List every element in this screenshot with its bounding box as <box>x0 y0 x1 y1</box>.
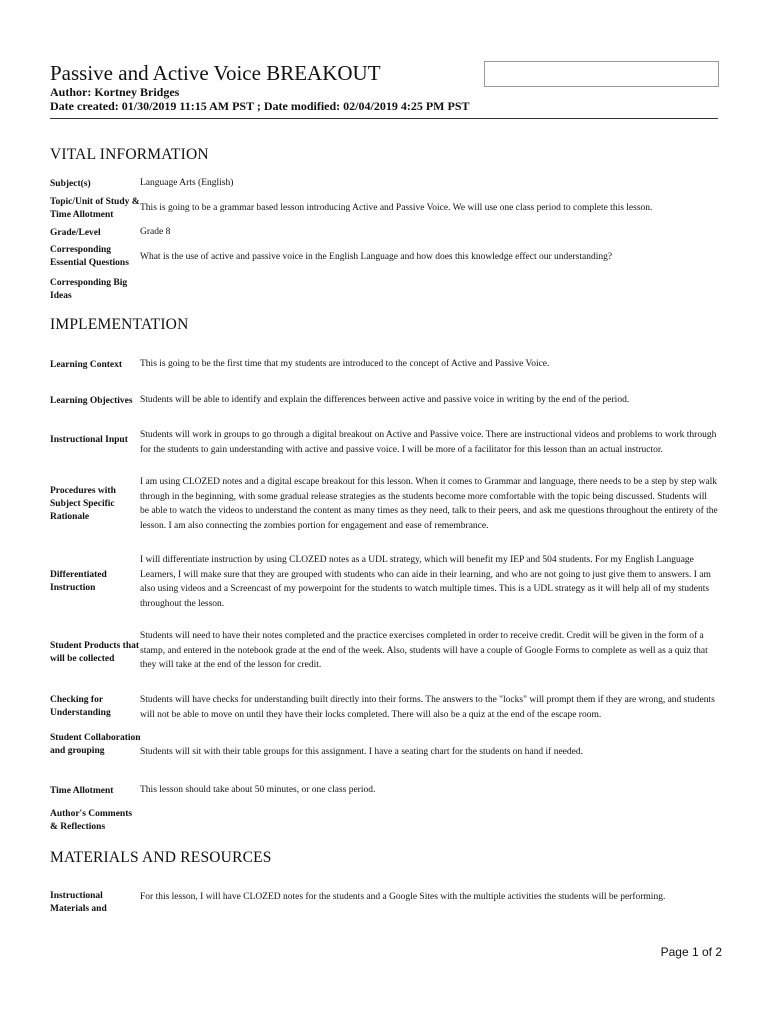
label-differentiated-instruction: Differentiated Instruction <box>50 570 107 593</box>
label-grade: Grade/Level <box>50 228 101 238</box>
header-empty-box <box>484 61 719 87</box>
label-checking-understanding: Checking for Understanding <box>50 695 111 718</box>
label-instructional-input: Instructional Input <box>50 435 128 445</box>
text-learning-context: This is going to be the first time that my students are introduced to the concept of Active and Passive Voice. <box>140 359 550 369</box>
text-student-collaboration: Students will sit with their table groups for this assignment. I have a seating chart for the students on hand if needed. <box>140 747 583 757</box>
text-differentiated-instruction: I will differentiate instruction by using CLOZED notes as a UDL strategy, which will benefit my IEP and 504 students. For my English Language Learners, I will make sure that they are grouped with students who can aide in their learning, and who are not going to just give them to answers. I am also using videos and a Screencast of my powerpoint for the students to watch multiple times. This is a UDL strategy as it will help all of my students throughout the lesson. <box>140 555 711 609</box>
author-line: Author: Kortney Bridges <box>50 85 180 99</box>
label-topic: Topic/Unit of Study & Time Allotment <box>50 197 140 220</box>
label-learning-objectives: Learning Objectives <box>50 396 133 406</box>
text-instructional-materials: For this lesson, I will have CLOZED notes for the students and a Google Sites with the multiple activities the students will be performing. <box>140 892 666 902</box>
page-number: Page 1 of 2 <box>660 945 722 959</box>
text-student-products: Students will need to have their notes completed and the practice exercises completed in order to receive credit. Credit will be given in the form of a stamp, and entered in the notebook grade at the end of the week. Also, students will have a couple of Google Forms to complete as well as a quiz that they will take at the end of the lesson for credit. <box>140 631 708 670</box>
section-title-implementation: IMPLEMENTATION <box>50 316 189 333</box>
label-student-collaboration: Student Collaboration and grouping <box>50 733 141 756</box>
section-title-vital: VITAL INFORMATION <box>50 146 209 163</box>
label-student-products: Student Products that will be collected <box>50 641 140 664</box>
dates-line: Date created: 01/30/2019 11:15 AM PST ; Date modified: 02/04/2019 4:25 PM PST <box>50 99 470 113</box>
text-topic: This is going to be a grammar based lesson introducing Active and Passive Voice. We will use one class period to complete this lesson. <box>140 203 653 213</box>
text-instructional-input: Students will work in groups to go through a digital breakout on Active and Passive voice. There are instructional videos and problems to work through for the students to gain understanding with active and passive voice. I will be more of a facilitator for this lesson than an actual instructor. <box>140 430 717 455</box>
label-authors-comments: Author's Comments & Reflections <box>50 809 133 832</box>
text-time-allotment: This lesson should take about 50 minutes, or one class period. <box>140 785 376 795</box>
label-procedures: Procedures with Subject Specific Rationale <box>50 486 116 522</box>
label-subject: Subject(s) <box>50 179 91 189</box>
text-subject: Language Arts (English) <box>140 178 234 188</box>
label-instructional-materials: Instructional Materials and <box>50 891 107 914</box>
label-big-ideas: Corresponding Big Ideas <box>50 278 128 301</box>
header-divider <box>50 118 718 119</box>
label-time-allotment: Time Allotment <box>50 786 114 796</box>
text-essential-questions: What is the use of active and passive voice in the English Language and how does this knowledge effect our understanding? <box>140 252 613 262</box>
text-learning-objectives: Students will be able to identify and explain the differences between active and passive voice in writing by the end of the period. <box>140 395 630 405</box>
text-grade: Grade 8 <box>140 227 171 237</box>
label-essential-questions: Corresponding Essential Questions <box>50 245 129 268</box>
document-title: Passive and Active Voice BREAKOUT <box>50 61 381 85</box>
text-procedures: I am using CLOZED notes and a digital escape breakout for this lesson. When it comes to Grammar and language, there needs to be a step by step walk through in the beginning, with some gradual release strategies as the students become more comfortable with the topic being discussed. Students will be able to watch the videos to understand the content as many times as they need, talk to their peers, and ask me questions throughout the entirety of the lesson. I am also connecting the zombies portion for engagement and ease of remembrance. <box>140 477 718 531</box>
text-checking-understanding: Students will have checks for understanding built directly into their forms. The answers to the "locks" will prompt them if they are wrong, and students will not be able to move on until they have their locks completed. There will also be a quiz at the end of the escape room. <box>140 695 715 720</box>
label-learning-context: Learning Context <box>50 360 123 370</box>
section-title-materials: MATERIALS AND RESOURCES <box>50 849 272 866</box>
